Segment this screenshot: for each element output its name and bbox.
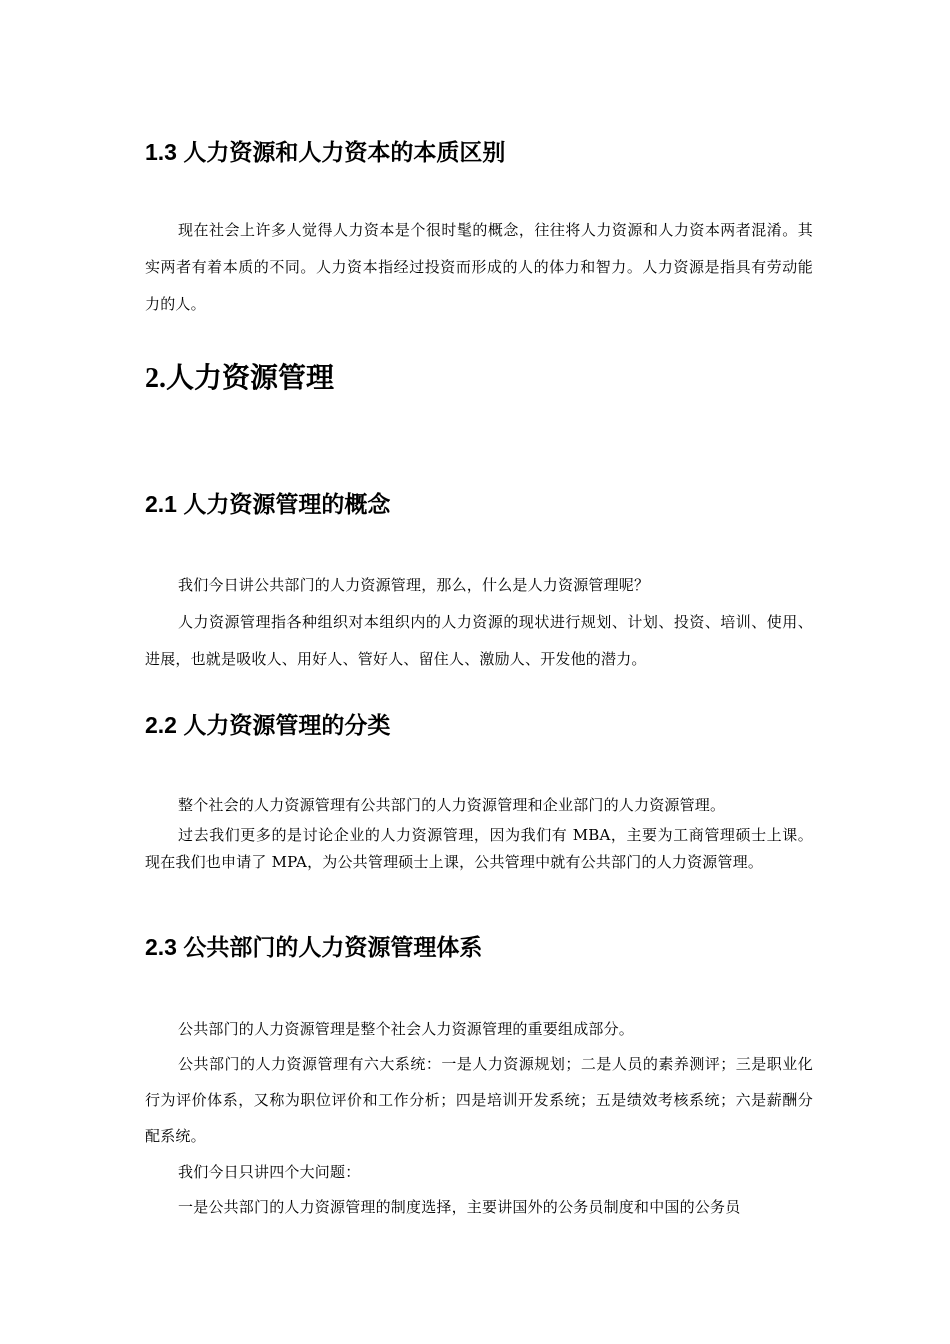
- section-heading-1-3: 1.3 人力资源和人力资本的本质区别: [145, 139, 506, 165]
- paragraph-2-2-mba-mpa: 过去我们更多的是讨论企业的人力资源管理，因为我们有 MBA，主要为工商管理硕士上课。现在我们也申请了 MPA，为公共管理硕士上课，公共管理中就有公共部门的人力资源管理。: [145, 826, 813, 871]
- paragraph-1-3-body: 现在社会上许多人觉得人力资本是个很时髦的概念，往往将人力资源和人力资本两者混淆。其实两者有着本质的不同。人力资本指经过投资而形成的人的体力和智力。人力资源是指具有劳动能力的人。: [145, 221, 813, 313]
- paragraph-2-3-six-systems: 公共部门的人力资源管理有六大系统：一是人力资源规划；二是人员的素养测评；三是职业化行为评价体系，又称为职位评价和工作分析；四是培训开发系统；五是绩效考核系统；六是薪酬分配系统。: [145, 1055, 813, 1145]
- paragraph-2-1-question: 我们今日讲公共部门的人力资源管理，那么，什么是人力资源管理呢？: [178, 576, 650, 594]
- paragraph-2-3-intro: 公共部门的人力资源管理是整个社会人力资源管理的重要组成部分。: [178, 1020, 635, 1038]
- paragraph-2-3-issue-one: 一是公共部门的人力资源管理的制度选择，主要讲国外的公务员制度和中国的公务员: [178, 1198, 741, 1216]
- section-heading-2-3: 2.3 公共部门的人力资源管理体系: [145, 934, 483, 960]
- paragraph-2-1-definition: 人力资源管理指各种组织对本组织内的人力资源的现状进行规划、计划、投资、培训、使用、进展，也就是吸收人、用好人、管好人、留住人、激励人、开发他的潜力。: [145, 613, 813, 668]
- paragraph-2-3-four-issues: 我们今日只讲四个大问题：: [178, 1163, 361, 1181]
- section-heading-2-1: 2.1 人力资源管理的概念: [145, 491, 391, 517]
- paragraph-2-2-classification: 整个社会的人力资源管理有公共部门的人力资源管理和企业部门的人力资源管理。: [178, 796, 726, 814]
- section-heading-2-2: 2.2 人力资源管理的分类: [145, 712, 391, 738]
- chapter-heading-2: 2.人力资源管理: [145, 363, 335, 394]
